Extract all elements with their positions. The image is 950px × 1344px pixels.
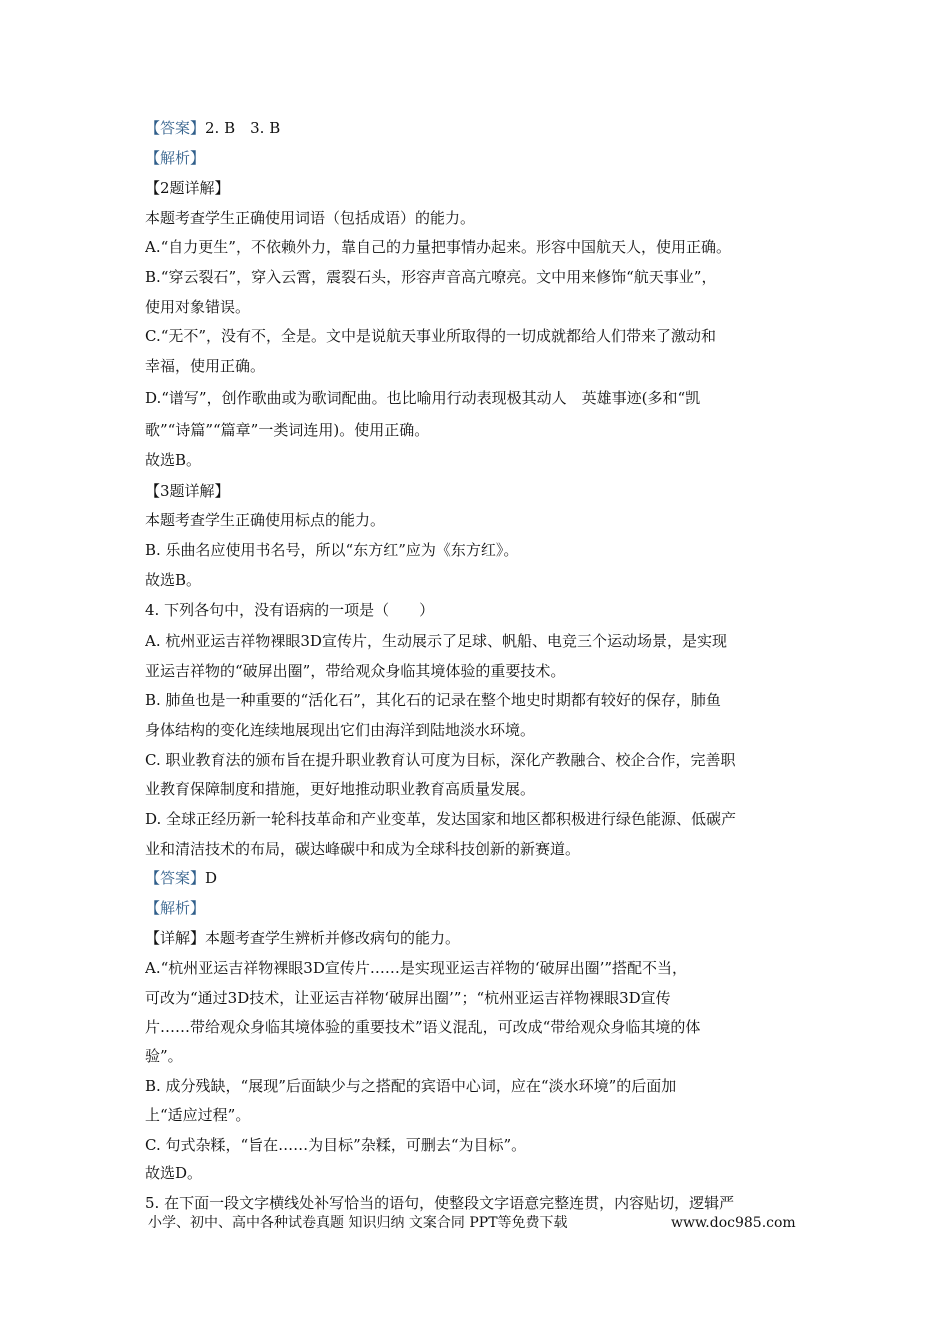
line-text: 可改为“通过3D技术，让亚运吉祥物‘破屏出圈’”；“杭州亚运吉祥物裸眼3D宣传 <box>145 989 671 1007</box>
text-line <box>145 1193 815 1213</box>
text-line <box>145 326 815 346</box>
line-text: 身体结构的变化连续地展现出它们由海洋到陆地淡水环境。 <box>145 721 536 739</box>
text-line <box>145 600 815 620</box>
line-text: 业教育保障制度和措施，更好地推动职业教育高质量发展。 <box>145 780 536 798</box>
text-line <box>145 928 815 948</box>
text-line <box>145 1076 815 1096</box>
footer-website: www.doc985.com <box>671 1215 796 1231</box>
text-line <box>145 661 815 681</box>
line-text: 4. 下列各句中，没有语病的一项是（ ） <box>145 601 435 619</box>
text-line <box>145 839 815 859</box>
line-text: 使用对象错误。 <box>145 298 251 316</box>
line-text: A. 杭州亚运吉祥物裸眼3D宣传片，生动展示了足球、帆船、电竞三个运动场景，是实现 <box>145 632 727 650</box>
text-line <box>145 118 815 138</box>
section-tag: 【答案】 <box>145 119 206 137</box>
line-text: 幸福，使用正确。 <box>145 357 266 375</box>
line-text: 2. B 3. B <box>205 119 281 137</box>
line-text: C. 职业教育法的颁布旨在提升职业教育认可度为目标，深化产教融合、校企合作，完善职 <box>145 751 736 769</box>
line-text: 本题考查学生正确使用标点的能力。 <box>145 511 386 529</box>
line-text: 歌”“诗篇”“篇章”一类词连用)。使用正确。 <box>145 421 430 439</box>
line-text: B. 成分残缺，“展现”后面缺少与之搭配的宾语中心词，应在“淡水环境”的后面加 <box>145 1077 677 1095</box>
line-text: 【3题详解】 <box>145 482 230 500</box>
line-text: D. 全球正经历新一轮科技革命和产业变革，发达国家和地区都积极进行绿色能源、低碳产 <box>145 810 737 828</box>
line-text: B. 肺鱼也是一种重要的“活化石”，其化石的记录在整个地史时期都有较好的保存，肺鱼 <box>145 691 721 709</box>
text-line <box>145 1105 815 1125</box>
line-text: 亚运吉祥物的“破屏出圈”，带给观众身临其境体验的重要技术。 <box>145 662 566 680</box>
text-line <box>145 898 815 918</box>
text-line <box>145 809 815 829</box>
line-text: 故选D。 <box>145 1164 203 1182</box>
line-text: D.“谱写”，创作歌曲或为歌词配曲。也比喻用行动表现极其动人 英雄事迹(多和“凯 <box>145 389 701 407</box>
text-line <box>145 540 815 560</box>
text-line <box>145 148 815 168</box>
text-line <box>145 750 815 770</box>
line-text: D <box>205 869 218 887</box>
text-line <box>145 297 815 317</box>
line-text: 验”。 <box>145 1047 183 1065</box>
text-line <box>145 570 815 590</box>
line-text: 上“适应过程”。 <box>145 1106 251 1124</box>
section-tag: 【答案】 <box>145 869 206 887</box>
line-text: 业和清洁技术的布局，碳达峰碳中和成为全球科技创新的新赛道。 <box>145 840 581 858</box>
text-line <box>145 208 815 228</box>
line-text: 【2题详解】 <box>145 179 230 197</box>
line-text: B. 乐曲名应使用书名号，所以“东方红”应为《东方红》。 <box>145 541 519 559</box>
line-text: C. 句式杂糅，“旨在……为目标”杂糅，可删去“为目标”。 <box>145 1136 527 1154</box>
text-line <box>145 1163 815 1183</box>
text-line <box>145 958 815 978</box>
line-text: C.“无不”，没有不，全是。文中是说航天事业所取得的一切成就都给人们带来了激动和 <box>145 327 717 345</box>
line-text: 故选B。 <box>145 571 202 589</box>
text-line <box>145 510 815 530</box>
text-line <box>145 988 815 1008</box>
line-text: 【详解】本题考查学生辨析并修改病句的能力。 <box>145 929 461 947</box>
text-line <box>145 356 815 376</box>
line-text: A.“自力更生”，不依赖外力，靠自己的力量把事情办起来。形容中国航天人，使用正确。 <box>145 238 731 256</box>
text-line <box>145 267 815 287</box>
line-text: 片……带给观众身临其境体验的重要技术”语义混乱，可改成“带给观众身临其境的体 <box>145 1018 701 1036</box>
line-text: A.“杭州亚运吉祥物裸眼3D宣传片……是实现亚运吉祥物的‘破屏出圈’”搭配不当， <box>145 959 688 977</box>
text-line <box>145 450 815 470</box>
text-line <box>145 1046 815 1066</box>
text-line <box>145 720 815 740</box>
text-line <box>145 1135 815 1155</box>
text-line <box>145 690 815 710</box>
text-line <box>145 779 815 799</box>
page-footer <box>148 1213 808 1233</box>
line-text: 5. 在下面一段文字横线处补写恰当的语句，使整段文字语意完整连贯，内容贴切，逻辑严 <box>145 1194 735 1212</box>
text-line <box>145 481 815 501</box>
section-tag: 【解析】 <box>145 149 206 167</box>
text-line <box>145 420 815 440</box>
text-line <box>145 868 815 888</box>
text-line <box>145 178 815 198</box>
line-text: 故选B。 <box>145 451 202 469</box>
line-text: 本题考查学生正确使用词语（包括成语）的能力。 <box>145 209 476 227</box>
text-line <box>145 631 815 651</box>
text-line <box>145 388 815 408</box>
footer-text: 小学、初中、高中各种试卷真题 知识归纳 文案合同 PPT等免费下载 <box>148 1215 568 1231</box>
section-tag: 【解析】 <box>145 899 206 917</box>
text-line <box>145 237 815 257</box>
line-text: B.“穿云裂石”，穿入云霄，震裂石头，形容声音高亢嘹亮。文中用来修饰“航天事业”， <box>145 268 717 286</box>
text-line <box>145 1017 815 1037</box>
